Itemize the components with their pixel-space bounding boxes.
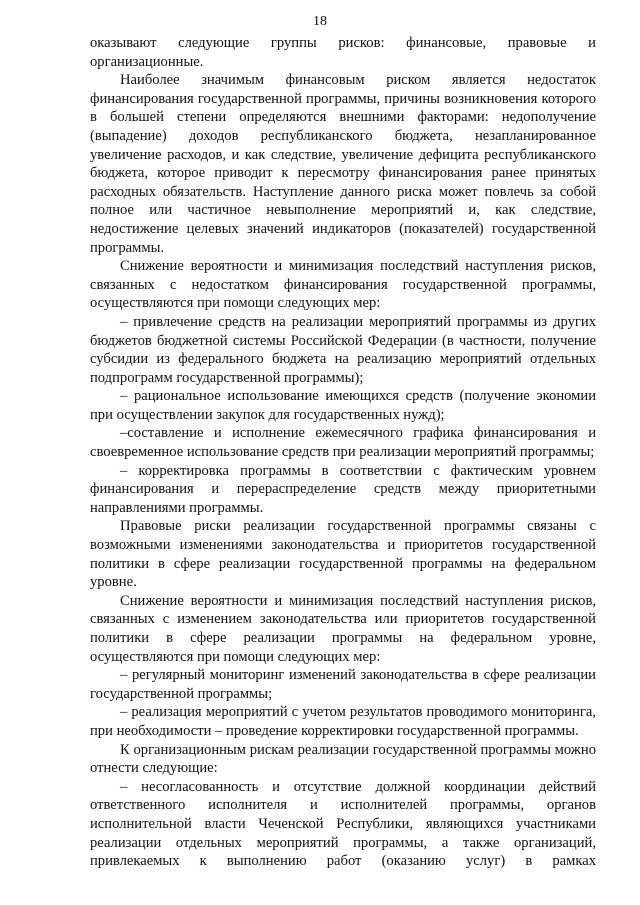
paragraph: Снижение вероятности и минимизация последствий наступления рисков, связанных с недостатком финансирования государственной программы, осуществляются при помощи следующих мер: <box>90 258 596 312</box>
page-number: 18 <box>313 14 327 29</box>
paragraph: оказывают следующие группы рисков: финансовые, правовые и организационные. <box>90 35 596 70</box>
list-item: – рациональное использование имеющихся средств (получение экономии при осуществлении закупок для государственных нужд); <box>90 388 596 423</box>
document-body <box>90 34 596 871</box>
list-item: – реализация мероприятий с учетом результатов проводимого мониторинга, при необходимости – проведение корректировки государственной программы. <box>90 704 596 739</box>
paragraph: Снижение вероятности и минимизация последствий наступления рисков, связанных с изменением законодательства или приоритетов государственной политики в сфере реализации программы на федеральном уровне, осуществляются при помощи следующих мер: <box>90 592 596 665</box>
list-item: –составление и исполнение ежемесячного графика финансирования и своевременное использование средств при реализации мероприятий программы; <box>90 425 596 461</box>
list-item: – корректировка программы в соответствии с фактическим уровнем финансирования и перераспределение средств между приоритетными направлениями программы. <box>90 462 596 516</box>
paragraph: К организационным рискам реализации государственной программы можно отнести следующие: <box>90 741 596 777</box>
paragraph: Правовые риски реализации государственной программы связаны с возможными изменениями законодательства и приоритетов государственной политики в сфере реализации государственной программы на федеральном уровне. <box>90 518 596 591</box>
list-item: – регулярный мониторинг изменений законодательства в сфере реализации государственной программы; <box>90 667 596 702</box>
list-item: – несогласованность и отсутствие должной координации действий ответственного исполнителя и исполнителей программы, органов исполнительной власти Чеченской Республики, являющихся участниками реализации отдельных мероприятий программы, а также организаций, привлекаемых к выполнению работ (оказанию услуг) в рамках <box>90 778 596 870</box>
list-item: – привлечение средств на реализации мероприятий программы из других бюджетов бюджетной системы Российской Федерации (в частности, получение субсидии из федерального бюджета на реализацию мероприятий отдельных подпрограмм государственной программы); <box>90 313 596 386</box>
paragraph: Наиболее значимым финансовым риском является недостаток финансирования государственной программы, причины возникновения которого в большей степени определяются внешними факторами: недополучение (выпадение) доходов республиканского бюджета, незапланированное увеличение расходов, и как следствие, увеличение дефицита республиканского бюджета, которое приводит к пересмотру финансирования ранее принятых расходных обязательств. Наступление данного риска может повлечь за собой полное или частичное невыполнение мероприятий и, как следствие, недостижение целевых значений индикаторов (показателей) государственной программы. <box>90 72 596 256</box>
